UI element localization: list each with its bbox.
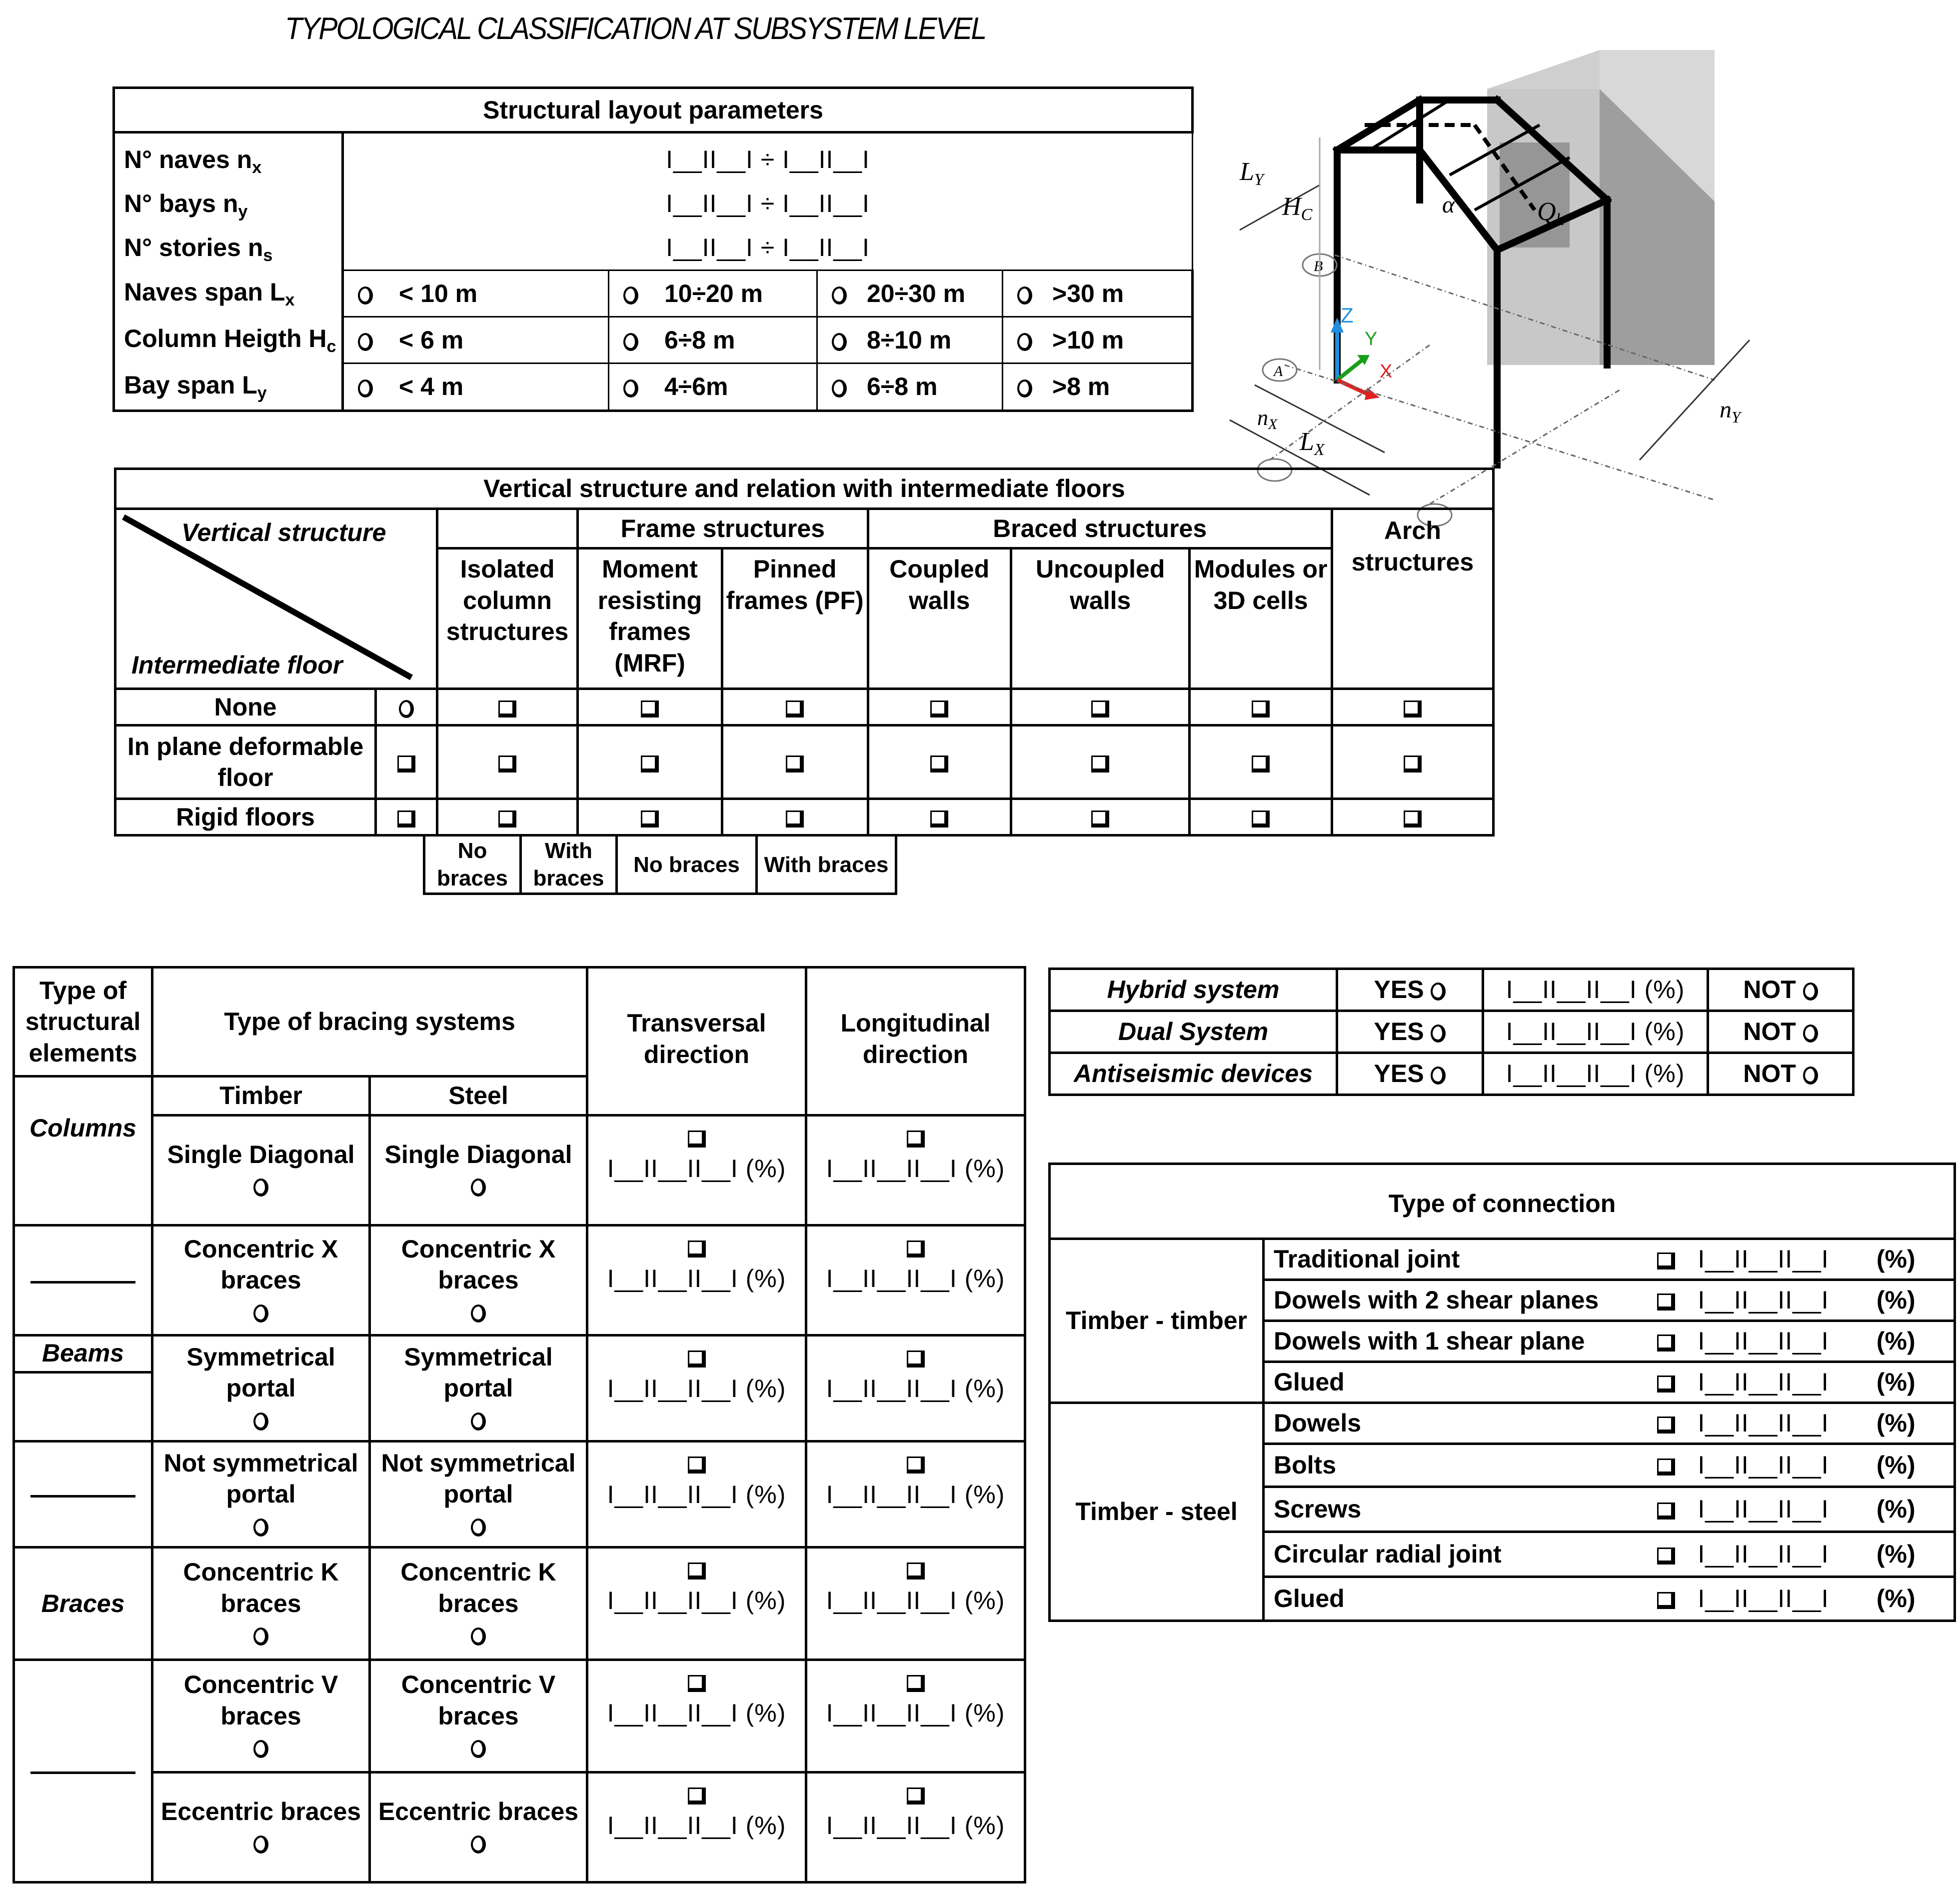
digit-field[interactable]: I__II__II__I [1698, 1368, 1829, 1396]
checkbox-icon[interactable] [498, 810, 516, 828]
table-row: Concentric X braces Concentric X braces I__II__II__I (%) I__II__II__I (%) [14, 1226, 1025, 1336]
table-row: Screws I__II__II__I (%) [1050, 1487, 1955, 1532]
percent-field[interactable]: I__II__II__I (%) [826, 1811, 1005, 1840]
column-height-option-2[interactable]: 6÷8 m [609, 317, 817, 364]
qh-label: Qh [1537, 198, 1565, 229]
alpha-label: α [1442, 192, 1455, 218]
percent-field[interactable]: I__II__II__I (%) [607, 1480, 786, 1508]
radio-icon[interactable] [1431, 982, 1446, 1000]
col-modules-3d-cells: Modules or 3D cells [1190, 548, 1332, 689]
checkbox-icon[interactable] [1657, 1502, 1675, 1520]
checkbox-icon[interactable] [641, 700, 659, 718]
portal-frame-illustration [1220, 50, 1910, 459]
count-labels: N° naves $n_x$ N° bays $n_y$ N° stories $n_s$ [114, 132, 343, 270]
radio-icon[interactable] [253, 1304, 268, 1322]
radio-icon[interactable] [832, 286, 847, 304]
structure-diagram [1220, 50, 1910, 459]
checkbox-icon[interactable] [1657, 1458, 1675, 1476]
radio-icon[interactable] [358, 333, 373, 351]
naves-span-option-1[interactable]: < 10 m [343, 270, 609, 317]
radio-icon[interactable] [471, 1628, 486, 1646]
checkbox-icon[interactable] [688, 1675, 706, 1692]
checkbox-icon[interactable] [907, 1350, 925, 1368]
table-row [115, 726, 1494, 799]
count-fields [343, 132, 1193, 270]
radio-icon[interactable] [471, 1412, 486, 1430]
antiseismic-yes-option[interactable]: YES [1337, 1053, 1483, 1095]
naves-span-option-4[interactable]: >30 m [1003, 270, 1193, 317]
table-row: Timber - timber Traditional joint I__II__II__I (%) [1050, 1239, 1955, 1280]
checkbox-icon[interactable] [641, 810, 659, 828]
steel-header: Steel [370, 1076, 587, 1116]
digit-field[interactable]: I__II__II__I [1698, 1327, 1829, 1356]
radio-icon[interactable] [253, 1412, 268, 1430]
table-row: Bolts I__II__II__I (%) [1050, 1444, 1955, 1487]
checkbox-icon[interactable] [907, 1788, 925, 1804]
hybrid-no-option[interactable]: NOT [1708, 969, 1854, 1011]
checkbox-icon[interactable] [1252, 756, 1270, 772]
hybrid-system-label: Hybrid system [1050, 969, 1337, 1011]
checkbox-icon[interactable] [1252, 810, 1270, 828]
checkbox-icon[interactable] [1091, 700, 1109, 718]
radio-icon[interactable] [832, 333, 847, 351]
connection-table [1048, 1162, 1956, 1622]
svg-text:Y: Y [1365, 328, 1378, 350]
table-row: Not symmetrical portal Not symmetrical portal I__II__II__I (%) I__II__II__I (%) [14, 1442, 1025, 1548]
transversal-header: Transversal direction [587, 968, 806, 1116]
bracing-systems-table [12, 966, 1026, 1884]
stories-count-field[interactable]: I__II__I ÷ I__II__I [666, 234, 870, 262]
checkbox-icon[interactable] [1657, 1376, 1675, 1392]
column-height-option-3[interactable]: 8÷10 m [817, 317, 1003, 364]
timber-timber-label: Timber - timber [1050, 1239, 1264, 1403]
percent-field[interactable]: I__II__II__I (%) [607, 1586, 786, 1614]
percent-field[interactable]: I__II__II__I (%) [826, 1698, 1005, 1727]
bays-count-field[interactable]: I__II__I ÷ I__II__I [666, 190, 870, 218]
pf-with-braces: With braces [757, 836, 896, 894]
checkbox-icon[interactable] [930, 756, 948, 772]
arch-structures-header: Arch structures [1332, 509, 1493, 689]
radio-icon[interactable] [253, 1178, 268, 1196]
digit-field[interactable]: I__II__II__I [1698, 1286, 1829, 1314]
table-row: Dowels with 2 shear planes I__II__II__I (%) [1050, 1280, 1955, 1321]
radio-icon[interactable] [399, 700, 414, 718]
radio-icon[interactable] [1017, 286, 1032, 304]
bay-span-option-3[interactable]: 6÷8 m [817, 364, 1003, 411]
radio-icon[interactable] [471, 1740, 486, 1758]
percent-field[interactable]: I__II__II__I (%) [826, 1480, 1005, 1508]
checkbox-icon[interactable] [1657, 1416, 1675, 1434]
svg-text:X: X [1380, 361, 1393, 382]
digit-field[interactable]: I__II__II__I [1698, 1245, 1829, 1274]
column-height-option-1[interactable]: < 6 m [343, 317, 609, 364]
percent-field[interactable]: I__II__II__I (%) [607, 1374, 786, 1402]
element-blank-line[interactable] [30, 1772, 135, 1774]
table-row: Glued I__II__II__I (%) [1050, 1362, 1955, 1403]
row-none-label: None [115, 689, 376, 726]
svg-text:A: A [1274, 363, 1283, 380]
lx-label: LX [1300, 428, 1325, 459]
ly-label: LY [1240, 158, 1264, 189]
checkbox-icon[interactable] [397, 756, 415, 772]
checkbox-icon[interactable] [1657, 1334, 1675, 1352]
checkbox-icon[interactable] [498, 700, 516, 718]
vertical-structure-title: Vertical structure and relation with intermediate floors [115, 469, 1494, 509]
radio-icon[interactable] [253, 1836, 268, 1854]
naves-span-option-3[interactable]: 20÷30 m [817, 270, 1003, 317]
isolated-no-braces: No braces [424, 836, 521, 894]
antiseismic-no-option[interactable]: NOT [1708, 1053, 1854, 1095]
checkbox-icon[interactable] [688, 1350, 706, 1368]
radio-icon[interactable] [1803, 1066, 1818, 1084]
radio-icon[interactable] [471, 1836, 486, 1854]
element-blank-line[interactable] [30, 1281, 135, 1284]
bay-span-option-2[interactable]: 4÷6m [609, 364, 817, 411]
digit-field[interactable]: I__II__II__I [1698, 1409, 1829, 1438]
percent-field[interactable]: I__II__II__I (%) [826, 1586, 1005, 1614]
beams-label: Beams [15, 1338, 151, 1374]
checkbox-icon[interactable] [688, 1240, 706, 1258]
checkbox-icon[interactable] [498, 756, 516, 772]
table-row: Eccentric braces Eccentric braces I__II__II__I (%) I__II__II__I (%) [14, 1772, 1025, 1882]
dual-yes-option[interactable]: YES [1337, 1011, 1483, 1053]
systems-table [1048, 968, 1855, 1096]
bay-span-label: Bay span L [124, 370, 257, 399]
bracing-systems-header: Type of bracing systems [152, 968, 587, 1076]
checkbox-icon[interactable] [1404, 700, 1422, 718]
vertical-structure-table [114, 468, 1495, 836]
element-blank-line[interactable] [30, 1495, 135, 1498]
vertical-structure-label: Vertical structure [181, 518, 386, 546]
radio-icon[interactable] [471, 1178, 486, 1196]
columns-label: Columns [14, 1076, 152, 1226]
checkbox-icon[interactable] [1252, 700, 1270, 718]
percent-field[interactable]: I__II__II__I (%) [607, 1698, 786, 1727]
naves-count-label: N° naves n [124, 146, 252, 174]
dual-no-option[interactable]: NOT [1708, 1011, 1854, 1053]
radio-icon[interactable] [471, 1518, 486, 1536]
radio-icon[interactable] [1017, 380, 1032, 398]
table-row: Braces Concentric K braces Concentric K braces I__II__II__I (%) I__II__II__I (%) [14, 1548, 1025, 1660]
digit-field[interactable]: I__II__II__I [1698, 1540, 1829, 1568]
table-row: Timber - steel Dowels I__II__II__I (%) [1050, 1403, 1955, 1444]
column-height-label: Column Heigth H [124, 324, 327, 352]
stories-count-label: N° stories n [124, 234, 263, 262]
table-row: Dowels with 1 shear plane I__II__II__I (%) [1050, 1321, 1955, 1362]
checkbox-icon[interactable] [930, 700, 948, 718]
percent-field[interactable]: I__II__II__I (%) [607, 1811, 786, 1840]
hybrid-yes-option[interactable]: YES [1337, 969, 1483, 1011]
checkbox-icon[interactable] [1657, 1252, 1675, 1270]
radio-icon[interactable] [358, 380, 373, 398]
row-in-plane-label: In plane deformable floor [115, 726, 376, 799]
timber-steel-label: Timber - steel [1050, 1403, 1264, 1621]
checkbox-icon[interactable] [688, 1130, 706, 1148]
percent-field[interactable]: I__II__II__I (%) [1506, 1018, 1685, 1046]
checkbox-icon[interactable] [688, 1562, 706, 1580]
radio-icon[interactable] [623, 333, 638, 351]
checkbox-icon[interactable] [1657, 1548, 1675, 1564]
checkbox-icon[interactable] [930, 810, 948, 828]
checkbox-icon[interactable] [397, 810, 415, 828]
braced-structures-header: Braced structures [868, 509, 1332, 548]
checkbox-icon[interactable] [907, 1130, 925, 1148]
table-row: Glued I__II__II__I (%) [1050, 1577, 1955, 1621]
checkbox-icon[interactable] [907, 1240, 925, 1258]
bay-span-option-4[interactable]: >8 m [1003, 364, 1193, 411]
checkbox-icon[interactable] [1091, 810, 1109, 828]
checkbox-icon[interactable] [688, 1788, 706, 1804]
checkbox-icon[interactable] [1657, 1592, 1675, 1609]
radio-icon[interactable] [253, 1518, 268, 1536]
column-height-option-4[interactable]: >10 m [1003, 317, 1193, 364]
radio-icon[interactable] [1431, 1024, 1446, 1042]
checkbox-icon[interactable] [1657, 1294, 1675, 1310]
checkbox-icon[interactable] [907, 1675, 925, 1692]
timber-header: Timber [152, 1076, 370, 1116]
col-moment-resisting: Moment resisting frames (MRF) [578, 548, 722, 689]
digit-field[interactable]: I__II__II__I [1698, 1584, 1829, 1613]
radio-icon[interactable] [253, 1628, 268, 1646]
radio-icon[interactable] [253, 1740, 268, 1758]
digit-field[interactable]: I__II__II__I [1698, 1495, 1829, 1524]
col-pinned-frames: Pinned frames (PF) [722, 548, 868, 689]
radio-icon[interactable] [358, 286, 373, 304]
percent-field[interactable]: I__II__II__I (%) [607, 1264, 786, 1292]
radio-icon[interactable] [623, 380, 638, 398]
braces-footer-table [423, 834, 897, 895]
checkbox-icon[interactable] [1091, 756, 1109, 772]
checkbox-icon[interactable] [907, 1456, 925, 1474]
percent-field[interactable]: I__II__II__I (%) [826, 1154, 1005, 1182]
radio-icon[interactable] [471, 1304, 486, 1322]
page-title: TYPOLOGICAL CLASSIFICATION AT SUBSYSTEM LEVEL [285, 12, 986, 46]
table-row [1050, 1011, 1854, 1053]
table-row [115, 799, 1494, 836]
checkbox-icon[interactable] [907, 1562, 925, 1580]
table-row: Single Diagonal Single Diagonal I__II__II__I (%) I__II__II__I (%) [14, 1116, 1025, 1226]
col-uncoupled-walls: Uncoupled walls [1011, 548, 1190, 689]
naves-span-label: Naves span L [124, 278, 285, 306]
percent-field[interactable]: I__II__II__I (%) [1506, 976, 1685, 1004]
radio-icon[interactable] [1431, 1066, 1446, 1084]
radio-icon[interactable] [832, 380, 847, 398]
row-rigid-floors-label: Rigid floors [115, 799, 376, 836]
percent-field[interactable]: I__II__II__I (%) [826, 1374, 1005, 1402]
ny-label: $n_Y$ [1720, 396, 1741, 426]
table-row: Beams Symmetrical portal Symmetrical portal I__II__II__I (%) I__II__II__I (%) [14, 1336, 1025, 1442]
table-row: Circular radial joint I__II__II__I (%) [1050, 1532, 1955, 1577]
checkbox-icon[interactable] [786, 756, 804, 772]
checkbox-icon[interactable] [786, 700, 804, 718]
naves-count-field[interactable]: I__II__I ÷ I__II__I [666, 146, 870, 174]
longitudinal-header: Longitudinal direction [806, 968, 1025, 1116]
nx-label: nX [1257, 406, 1278, 432]
percent-field[interactable]: I__II__II__I (%) [607, 1154, 786, 1182]
antiseismic-devices-label: Antiseismic devices [1050, 1053, 1337, 1095]
elements-header: Type of structural elements [14, 968, 152, 1076]
percent-field[interactable]: I__II__II__I (%) [826, 1264, 1005, 1292]
intermediate-floor-label: Intermediate floor [131, 650, 343, 679]
mrf-no-braces: No braces [617, 836, 757, 894]
hc-label: HC [1282, 192, 1313, 224]
bays-count-label: N° bays n [124, 190, 238, 218]
structural-layout-title: Structural layout parameters [114, 88, 1193, 132]
checkbox-icon[interactable] [1404, 756, 1422, 772]
isolated-with-braces: With braces [521, 836, 617, 894]
table-row [115, 689, 1494, 726]
checkbox-icon[interactable] [786, 810, 804, 828]
table-row [1050, 969, 1854, 1011]
bay-span-option-1[interactable]: < 4 m [343, 364, 609, 411]
checkbox-icon[interactable] [1404, 810, 1422, 828]
radio-icon[interactable] [1803, 1024, 1818, 1042]
radio-icon[interactable] [1017, 333, 1032, 351]
col-coupled-walls: Coupled walls [868, 548, 1011, 689]
table-row [1050, 1053, 1854, 1095]
table-row: Concentric V braces Concentric V braces I__II__II__I (%) I__II__II__I (%) [14, 1660, 1025, 1772]
dual-system-label: Dual System [1050, 1011, 1337, 1053]
z-axis-label: Z [1341, 304, 1354, 327]
svg-text:B: B [1314, 258, 1323, 274]
checkbox-icon[interactable] [688, 1456, 706, 1474]
digit-field[interactable]: I__II__II__I [1698, 1451, 1829, 1480]
naves-span-option-2[interactable]: 10÷20 m [609, 270, 817, 317]
radio-icon[interactable] [623, 286, 638, 304]
structural-layout-table: Structural layout parameters N° naves $n_x$ N° bays $n_y$ N° stories $n_s$ I__II__I ÷ I__II__I I__II__I ÷ I__II__I I__II__I ÷ I__II__I Naves span $L_x$ < 10 m 10÷20 m 20÷30 m >30 m Column Heigth $H_c$ < 6 m 6÷8 m 8÷10 m >10 m Bay span $L_y$ < 4 m 4÷6m 6÷8 m >8 m [112, 86, 1194, 412]
radio-icon[interactable] [1803, 982, 1818, 1000]
frame-structures-header: Frame structures [578, 509, 868, 548]
braces-label: Braces [14, 1548, 152, 1660]
connection-title: Type of connection [1050, 1164, 1955, 1239]
checkbox-icon[interactable] [641, 756, 659, 772]
percent-field[interactable]: I__II__II__I (%) [1506, 1060, 1685, 1088]
corner-diagonal-header [115, 509, 437, 689]
col-isolated-column: Isolated column structures [437, 548, 577, 689]
